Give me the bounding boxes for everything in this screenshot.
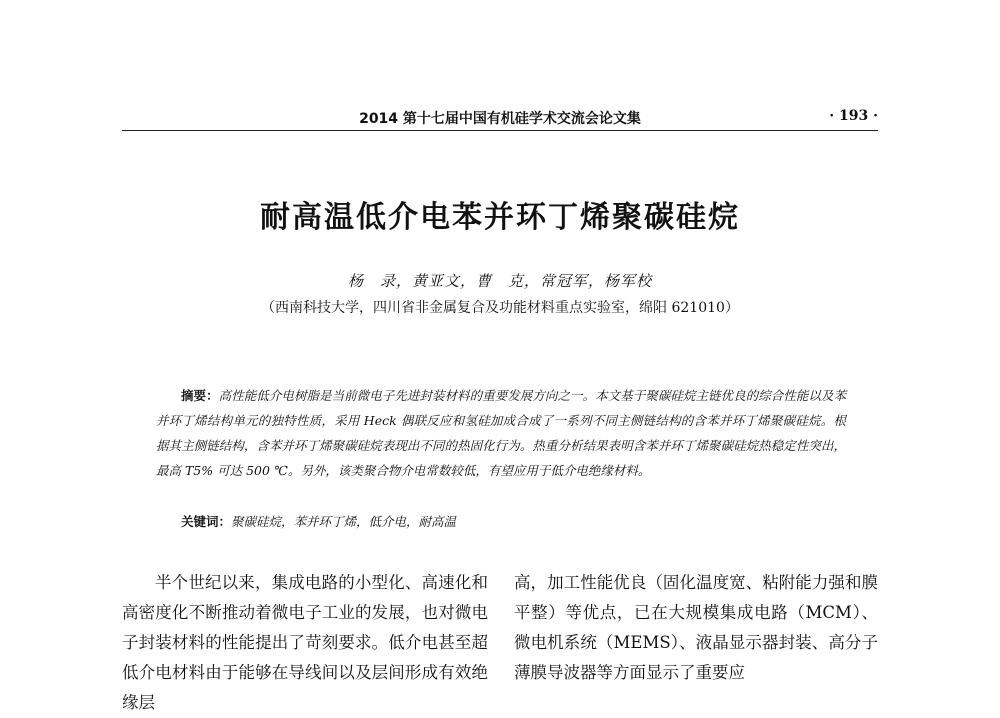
body-right-column: 高，加工性能优良（固化温度宽、粘附能力强和膜平整）等优点，已在大规模集成电路（MCM）、微电机系统（MEMS）、液晶显示器封装、高分子薄膜导波器等方面显示了重要应	[514, 573, 878, 682]
abstract-text: 高性能低介电树脂是当前微电子先进封装材料的重要发展方向之一。本文基于聚碳硅烷主链优良的综合性能以及苯并环丁烯结构单元的独特性质，采用 Heck 偶联反应和氢硅加成合成了一系列不同主侧链结构的含苯并环丁烯聚碳硅烷。根据其主侧链结构，含苯并环丁烯聚碳硅烷表现出不同的热固化行为。热重分析结果表明含苯并环丁烯聚碳硅烷热稳定性突出，最高 T5% 可达 500 ℃。另外，该类聚合物介电常数较低，有望应用于低介电绝缘材料。	[156, 388, 846, 478]
page-number: · 193 ·	[829, 108, 878, 124]
journal-title: 2014 第十七届中国有机硅学术交流会论文集	[359, 111, 641, 127]
abstract	[156, 383, 846, 483]
body-left-column: 半个世纪以来，集成电路的小型化、高速化和高密度化不断推动着微电子工业的发展，也对微电子封装材料的性能提出了苛刻要求。低介电甚至超低介电材料由于能够在导线间以及层间形成有效绝缘层	[122, 573, 488, 712]
abstract-label: 摘要：	[181, 388, 219, 403]
keywords-label: 关键词：	[181, 514, 232, 529]
paper-title: 耐高温低介电苯并环丁烯聚碳硅烷	[260, 200, 740, 235]
keywords-text: 聚碳硅烷，苯并环丁烯，低介电，耐高温	[231, 514, 457, 529]
keywords	[156, 512, 846, 530]
authors: 杨 录，黄亚文，曹 克，常冠军，杨军校	[347, 272, 652, 290]
affiliation: （西南科技大学，四川省非金属复合及功能材料重点实验室，绵阳 621010）	[261, 300, 739, 316]
running-header	[122, 104, 878, 131]
